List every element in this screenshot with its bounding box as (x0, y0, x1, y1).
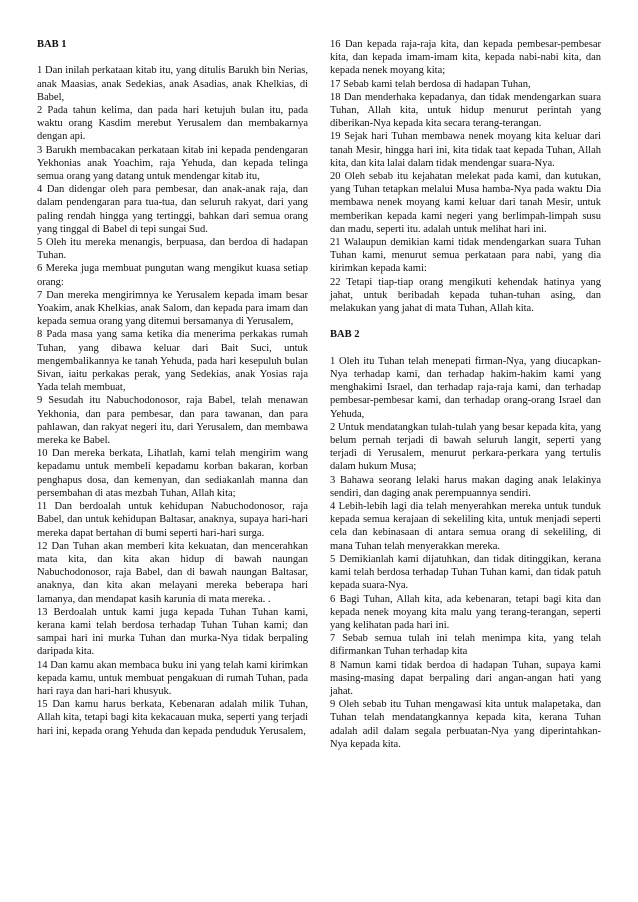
verse-2-5: 5 Demikianlah kami dijatuhkan, dan tidak ditinggikan, kerana kami telah berdosa terhadap Tuhan Tuhan kami, dan tidak patuh kepada suara-Nya. (330, 553, 601, 592)
verse-1-9: 9 Sesudah itu Nabuchodonosor, raja Babel, telah menawan Yekhonia, dan para pembesar, dan para tawanan, dan para pahlawan, dan rakyat negeri itu, dari Yerusalem, dan membawa mereka ke Babel. (37, 395, 308, 447)
verse-1-2: 2 Pada tahun kelima, dan pada hari ketujuh bulan itu, pada waktu orang Kasdim merebut Yerusalem dan membakarnya dengan api. (37, 105, 308, 143)
verse-1-6: 6 Mereka juga membuat pungutan wang mengikut kuasa setiap orang: (37, 263, 308, 288)
verse-1-3: 3 Barukh membacakan perkataan kitab ini kepada pendengaran Yekhonias anak Yoachim, raja Yehuda, dan kepada telinga semua orang yang datang untuk mendengar kitab itu, (37, 144, 308, 183)
verse-1-16: 16 Dan kepada raja-raja kita, dan kepada pembesar-pembesar kita, dan kepada imam-imam kita, kepada nabi-nabi kita, dan kepada nenek moyang kita; (330, 39, 601, 77)
verse-1-5: 5 Oleh itu mereka menangis, berpuasa, dan berdoa di hadapan Tuhan. (37, 237, 308, 262)
verse-2-1: 1 Oleh itu Tuhan telah menepati firman-Nya, yang diucapkan-Nya terhadap kami, dan terhadap hakim-hakim kami yang menghakimi Israel, dan terhadap raja-raja kami, dan terhadap pembesar-pembesar kami, dan terhadap orang-orang Israel dan Yehuda, (330, 355, 601, 420)
bab-1-verses-part-1 (37, 64, 308, 737)
verse-2-3: 3 Bahawa seorang lelaki harus makan daging anak lelakinya sendiri, dan daging anak perempuannya sendiri. (330, 474, 601, 499)
verse-2-4: 4 Lebih-lebih lagi dia telah menyerahkan mereka untuk tunduk kepada semua kerajaan di sekeliling kita, untuk menjadi seperti cela dan kebinasaan di antara semua orang di sekeliling, di mana Tuhan telah menyerakkan mereka. (330, 501, 601, 552)
right-column (330, 38, 601, 751)
verse-1-20: 20 Oleh sebab itu kejahatan melekat pada kami, dan kutukan, yang Tuhan tetapkan melalui Musa hamba-Nya pada waktu Dia membawa nenek moyang kami keluar dari tanah Mesir, untuk memberikan kepada kami negeri yang berlimpah-limpah susu dan madu, seperti itu. adalah untuk melihat hari ini. (330, 171, 601, 235)
chapter-heading-bab-1: BAB 1 (37, 39, 67, 50)
bab-1-verses-part-2 (330, 38, 601, 315)
verse-1-10: 10 Dan mereka berkata, Lihatlah, kami telah mengirim wang kepadamu untuk membeli kepadamu korban bakaran, korban penghapus dosa, dan kemenyan, dan sediakanlah manna dan persembahan di atas mezbah Tuhan, Allah kita; (37, 448, 308, 499)
verse-1-18: 18 Dan menderhaka kepadanya, dan tidak mendengarkan suara Tuhan, Allah kita, untuk hidup menurut perintah yang diberikan-Nya kepada kita secara terang-terangan. (330, 91, 601, 130)
verse-1-11: 11 Dan berdoalah untuk kehidupan Nabuchodonosor, raja Babel, dan untuk kehidupan Baltasar, anaknya, supaya hari-hari mereka dapat bertahan di bumi seperti hari-hari surga. (37, 501, 308, 539)
verse-1-17: 17 Sebab kami telah berdosa di hadapan Tuhan, (330, 78, 531, 90)
left-column (37, 38, 308, 738)
verse-1-19: 19 Sejak hari Tuhan membawa nenek moyang kita keluar dari tanah Mesir, hingga hari ini, kita tidak taat kepada Tuhan, Allah kita, dan kita lalai dalam tidak mendengar suara-Nya. (330, 131, 601, 169)
verse-1-12: 12 Dan Tuhan akan memberi kita kekuatan, dan mencerahkan mata kita, dan kita akan hidup di bawah naungan Nabuchodonosor, raja Babel, dan di bawah naungan Baltasar, anaknya, dan kita akan melayani mereka beberapa hari lamanya, dan mendapat kasih karunia di mata mereka. . (37, 540, 308, 605)
verse-1-13: 13 Berdoalah untuk kami juga kepada Tuhan Tuhan kami, kerana kami telah berdosa terhadap Tuhan Tuhan kami; dan sampai hari ini murka Tuhan dan murka-Nya tidak berpaling daripada kita. (37, 606, 308, 658)
verse-1-21: 21 Walaupun demikian kami tidak mendengarkan suara Tuhan Tuhan kami, menurut semua perkataan para nabi, yang dia kirimkan kepada kami: (330, 237, 601, 275)
verse-1-7: 7 Dan mereka mengirimnya ke Yerusalem kepada imam besar Yoakim, anak Khelkias, anak Salom, dan kepada para imam dan kepada semua orang yang ditemui bersamanya di Yerusalem, (37, 289, 308, 328)
verse-1-15: 15 Dan kamu harus berkata, Kebenaran adalah milik Tuhan, Allah kita, tetapi bagi kita kekacauan muka, seperti yang terjadi hari ini, kepada orang Yehuda dan kepada penduduk Yerusalem, (37, 699, 308, 737)
verse-1-8: 8 Pada masa yang sama ketika dia menerima perkakas rumah Tuhan, yang dibawa keluar dari Bait Suci, untuk mengembalikannya ke tanah Yehuda, pada hari kesepuluh bulan Sivan, iaitu perkakas perak, yang Sedekias, anak Yosias raja Yada telah membuat, (37, 329, 308, 394)
verse-2-8: 8 Namun kami tidak berdoa di hadapan Tuhan, supaya kami masing-masing dapat berpaling dari angan-angan hati yang jahat. (330, 659, 601, 697)
verse-1-1: 1 Dan inilah perkataan kitab itu, yang ditulis Barukh bin Nerias, anak Maasias, anak Sedekias, anak Asadias, anak Khelkias, di Babel, (37, 65, 308, 103)
verse-2-2: 2 Untuk mendatangkan tulah-tulah yang besar kepada kita, yang belum pernah terjadi di bawah seluruh langit, seperti yang terjadi di Yerusalem, menurut perkara-perkara yang tertulis dalam hukum Musa; (330, 421, 601, 473)
verse-1-4: 4 Dan didengar oleh para pembesar, dan anak-anak raja, dan dalam pendengaran para tua-tua, dan seluruh rakyat, dari yang paling rendah hingga yang tertinggi, bahkan dari semua orang yang tinggal di Babel di tepi sungai Sud. (37, 184, 308, 235)
verse-2-7: 7 Sebab semua tulah ini telah menimpa kita, yang telah difirmankan Tuhan terhadap kita (330, 633, 601, 658)
verse-2-6: 6 Bagi Tuhan, Allah kita, ada kebenaran, tetapi bagi kita dan kepada nenek moyang kita malu yang terang-terangan, seperti yang kelihatan pada hari ini. (330, 593, 601, 631)
verse-2-9: 9 Oleh sebab itu Tuhan mengawasi kita untuk malapetaka, dan Tuhan telah mendatangkannya kepada kita, kerana Tuhan adalah adil dalam segala perbuatan-Nya yang diperintahkan-Nya kepada kita. (330, 699, 601, 750)
chapter-heading-bab-2: BAB 2 (330, 329, 360, 341)
verse-1-22: 22 Tetapi tiap-tiap orang mengikuti kehendak hatinya yang jahat, untuk beribadah kepada tuhan-tuhan asing, dan melakukan yang jahat di mata Tuhan, Allah kita. (330, 276, 601, 315)
verse-1-14: 14 Dan kamu akan membaca buku ini yang telah kami kirimkan kepada kamu, untuk membuat pengakuan di rumah Tuhan, pada hari raya dan hari-hari khusyuk. (37, 659, 308, 697)
bab-2-verses (330, 355, 601, 751)
